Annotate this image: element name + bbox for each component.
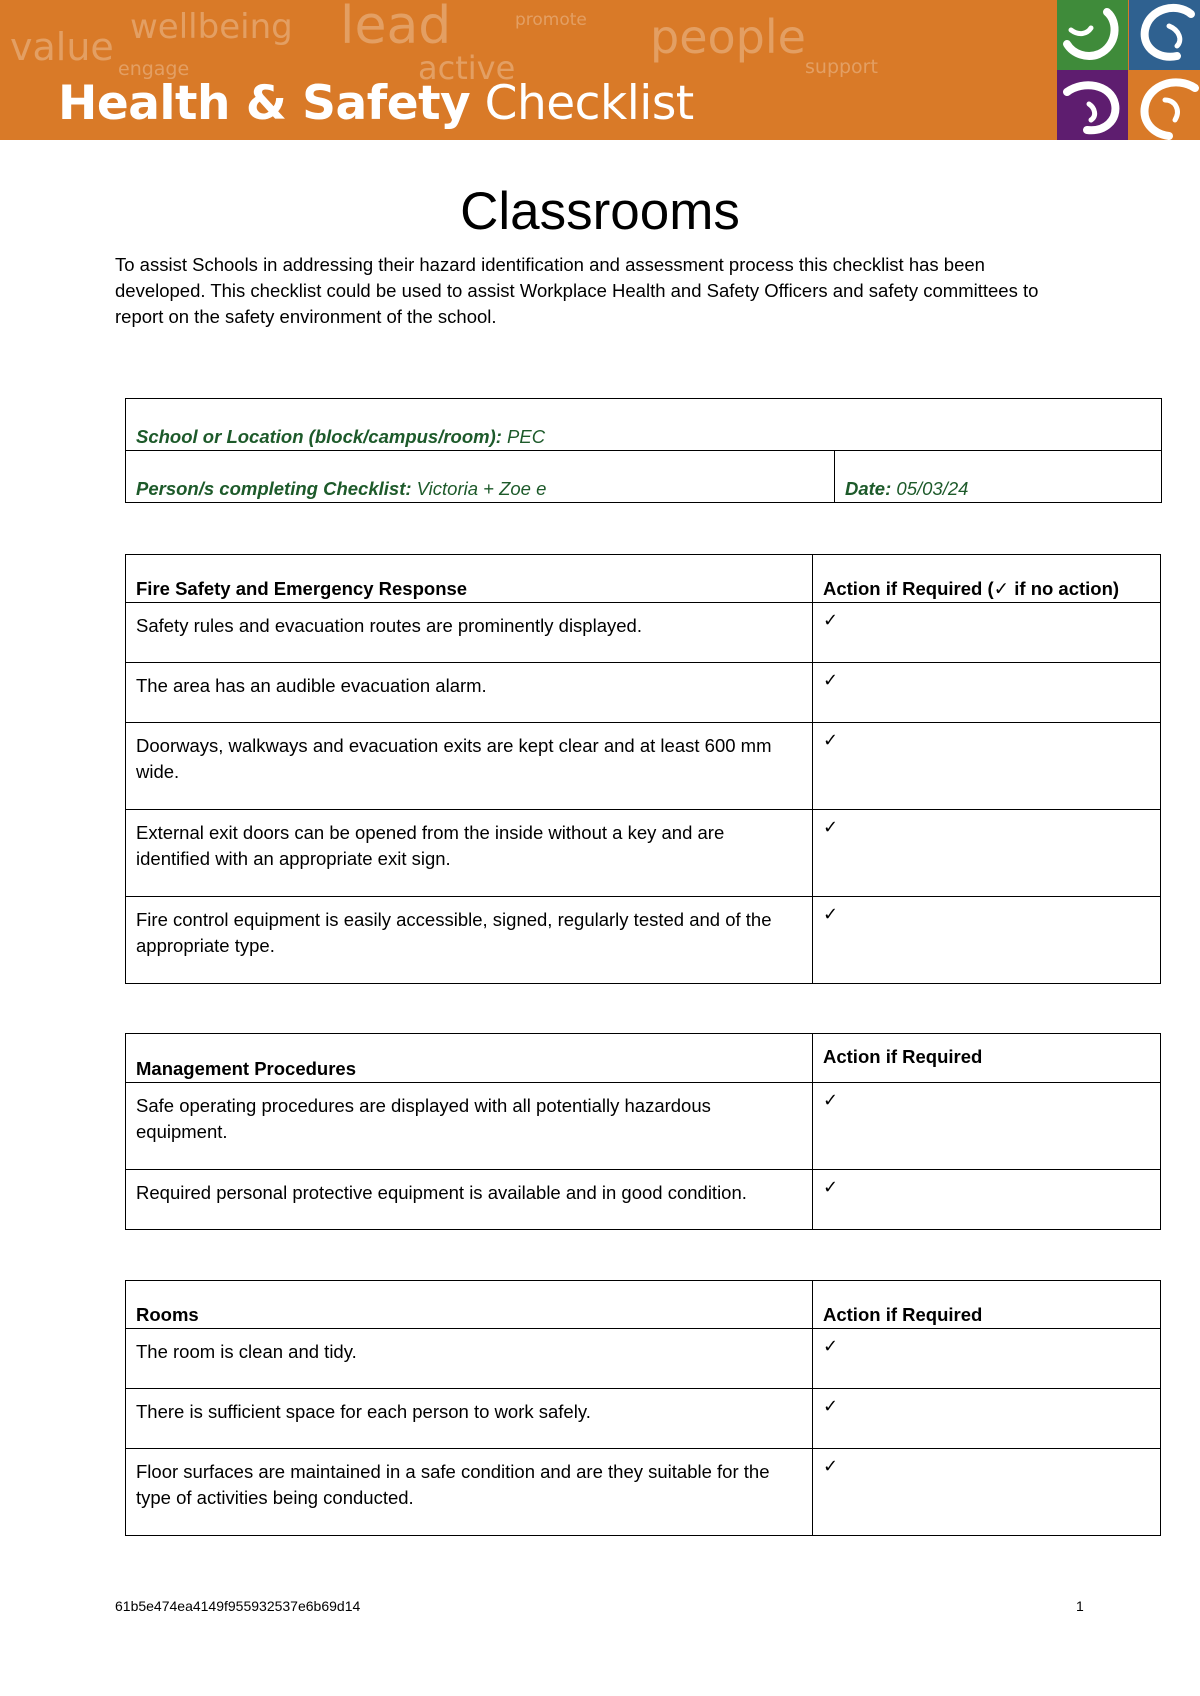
action-cell[interactable]	[813, 663, 1161, 723]
checkmark-icon: ✓	[823, 1090, 839, 1111]
person-value: Victoria + Zoe e	[411, 478, 547, 499]
banner-word-value: value	[10, 25, 114, 69]
checkmark-icon: ✓	[823, 670, 839, 691]
banner-word-lead: lead	[340, 0, 452, 56]
location-cell	[126, 399, 1162, 451]
checkmark-icon: ✓	[823, 1177, 839, 1198]
section-heading: Management Procedures	[126, 1034, 813, 1083]
action-cell[interactable]	[813, 1170, 1161, 1230]
banner-title	[58, 76, 694, 131]
section-heading: Rooms	[126, 1281, 813, 1329]
checklist-item: Doorways, walkways and evacuation exits are kept clear and at least 600 mm wide.	[126, 723, 813, 810]
purple-swirl-icon	[1057, 70, 1128, 140]
checklist-item: There is sufficient space for each person to work safely.	[126, 1389, 813, 1449]
table-row	[126, 663, 1161, 723]
rooms-table	[125, 1280, 1161, 1536]
checkmark-icon: ✓	[823, 1396, 839, 1417]
checkmark-icon: ✓	[823, 904, 839, 925]
location-value: PEC	[501, 426, 546, 447]
table-row	[126, 810, 1161, 897]
blue-swirl-icon	[1129, 0, 1200, 70]
checkmark-icon: ✓	[823, 1456, 839, 1477]
document-id: 61b5e474ea4149f955932537e6b69d14	[115, 1598, 361, 1614]
banner-title-bold: Health & Safety	[58, 76, 471, 131]
checklist-item: Required personal protective equipment is available and in good condition.	[126, 1170, 813, 1230]
date-cell	[835, 451, 1162, 503]
action-cell[interactable]	[813, 810, 1161, 897]
date-label: Date:	[845, 478, 892, 499]
table-row	[126, 1083, 1161, 1170]
checklist-item: External exit doors can be opened from the inside without a key and are identified with an appropriate exit sign.	[126, 810, 813, 897]
checkmark-icon: ✓	[823, 1336, 839, 1357]
checklist-item: Fire control equipment is easily accessible, signed, regularly tested and of the appropriate type.	[126, 897, 813, 984]
table-row	[126, 1170, 1161, 1230]
date-value: 05/03/24	[891, 478, 969, 499]
table-row	[126, 603, 1161, 663]
action-heading: Action if Required	[813, 1034, 1161, 1083]
banner-word-wellbeing: wellbeing	[130, 7, 293, 47]
action-cell[interactable]	[813, 897, 1161, 984]
green-swirl-icon	[1057, 0, 1128, 70]
checklist-item: Safety rules and evacuation routes are prominently displayed.	[126, 603, 813, 663]
person-cell	[126, 451, 835, 503]
person-label: Person/s completing Checklist:	[136, 478, 412, 499]
action-cell[interactable]	[813, 1329, 1161, 1389]
action-cell[interactable]	[813, 603, 1161, 663]
table-row	[126, 1329, 1161, 1389]
logo-tiles	[1057, 0, 1200, 140]
banner-word-active: active	[418, 49, 516, 87]
banner-word-promote: promote	[515, 10, 587, 30]
fire-safety-table	[125, 554, 1161, 984]
details-table	[125, 398, 1162, 503]
action-cell[interactable]	[813, 1083, 1161, 1170]
checklist-item: The room is clean and tidy.	[126, 1329, 813, 1389]
location-label: School or Location (block/campus/room):	[136, 426, 502, 447]
action-cell[interactable]	[813, 1389, 1161, 1449]
checklist-item: Floor surfaces are maintained in a safe condition and are they suitable for the type of activities being conducted.	[126, 1449, 813, 1536]
management-procedures-table	[125, 1033, 1161, 1230]
table-row	[126, 723, 1161, 810]
banner-title-regular: Checklist	[470, 76, 694, 131]
checkmark-icon: ✓	[823, 730, 839, 751]
document-title: Classrooms	[460, 182, 740, 241]
intro-paragraph: To assist Schools in addressing their hazard identification and assessment process this checklist has been developed. This checklist could be used to assist Workplace Health and Safety Officers and safety committees to report on the safety environment of the school.	[115, 254, 1039, 327]
action-heading: Action if Required	[813, 1281, 1161, 1329]
banner-word-support: support	[805, 56, 878, 78]
checklist-item: Safe operating procedures are displayed with all potentially hazardous equipment.	[126, 1083, 813, 1170]
page-number: 1	[1076, 1598, 1084, 1614]
banner-word-people: people	[650, 10, 806, 64]
section-heading: Fire Safety and Emergency Response	[126, 555, 813, 603]
table-row	[126, 897, 1161, 984]
checkmark-icon: ✓	[823, 817, 839, 838]
action-cell[interactable]	[813, 723, 1161, 810]
checkmark-icon: ✓	[823, 610, 839, 631]
table-row	[126, 1389, 1161, 1449]
action-cell[interactable]	[813, 1449, 1161, 1536]
header-banner	[0, 0, 1200, 140]
checklist-item: The area has an audible evacuation alarm.	[126, 663, 813, 723]
orange-swirl-icon	[1129, 70, 1200, 140]
banner-word-engage: engage	[118, 58, 190, 80]
action-heading: Action if Required (✓ if no action)	[813, 555, 1161, 603]
table-row	[126, 1449, 1161, 1536]
